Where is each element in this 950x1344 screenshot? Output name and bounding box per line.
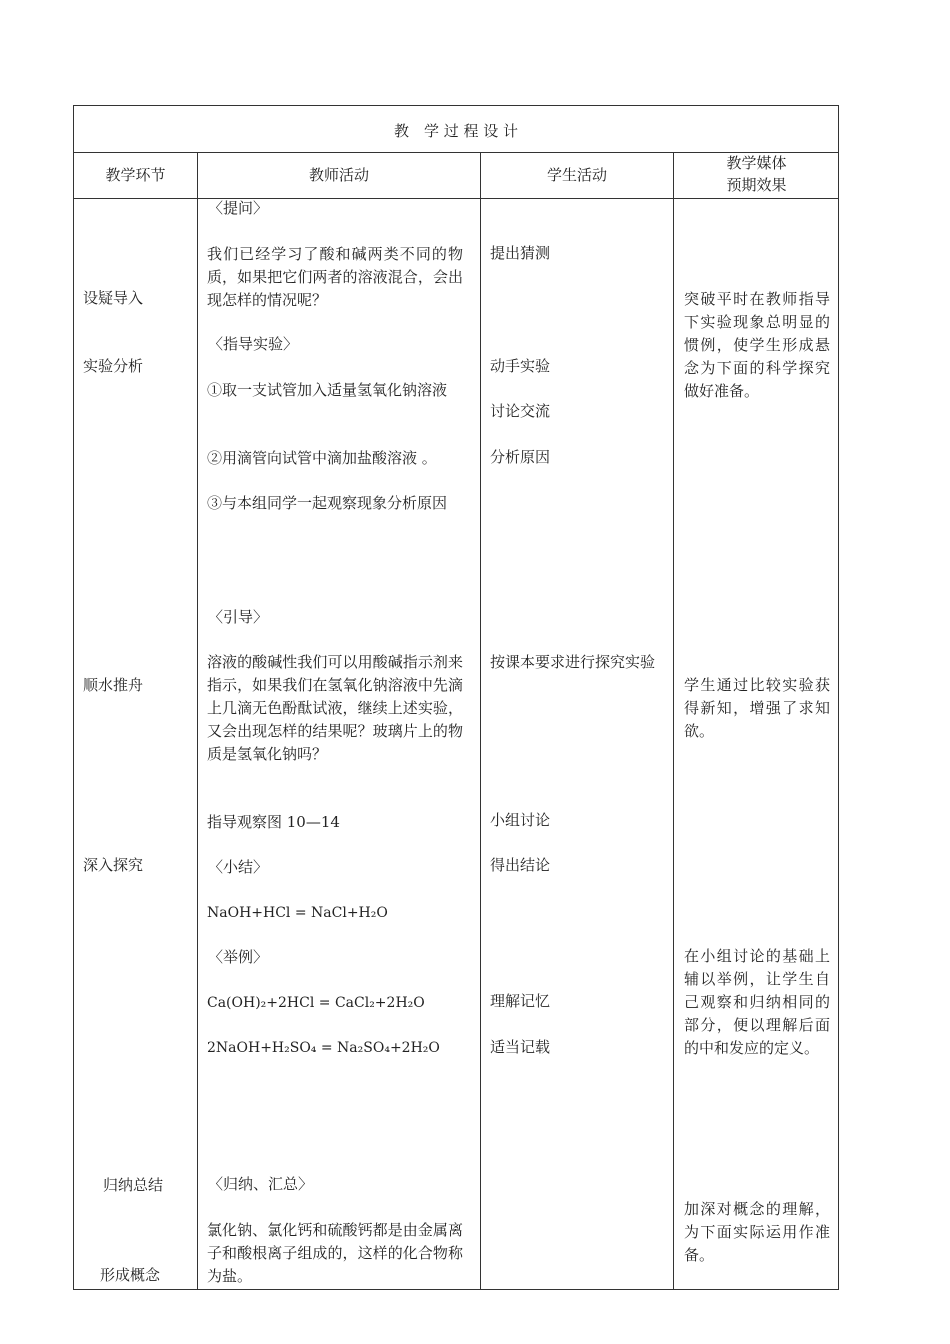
equation-naoh-h2so4: 2NaOH+H₂SO₄ = Na₂SO₄+2H₂O xyxy=(207,1040,440,1056)
effect-suspense: 突破平时在教师指导下实验现象总明显的惯例，使学生形成悬念为下面的科学探究做好准备。 xyxy=(684,290,830,400)
header-stage: 教学环节 xyxy=(105,166,166,184)
column-divider-3 xyxy=(673,153,674,1289)
header-media-line2: 预期效果 xyxy=(726,176,787,194)
student-conclusion: 得出结论 xyxy=(490,856,551,874)
column-divider-2 xyxy=(480,153,481,1289)
teacher-induction-tag: 〈归纳、汇总〉 xyxy=(208,1175,314,1193)
header-teacher: 教师活动 xyxy=(308,166,369,184)
student-group-discussion: 小组讨论 xyxy=(490,811,551,829)
header-media-line1: 教学媒体 xyxy=(726,154,787,172)
teacher-step-2: ②用滴管向试管中滴加盐酸溶液 。 xyxy=(207,449,437,467)
student-inquiry-experiment: 按课本要求进行探究实验 xyxy=(490,653,656,671)
teacher-summary-tag: 〈小结〉 xyxy=(208,858,269,876)
lesson-design-table xyxy=(73,105,839,1290)
stage-deep-inquiry: 深入探究 xyxy=(83,856,144,874)
stage-question-intro: 设疑导入 xyxy=(83,289,144,307)
teacher-step-3: ③与本组同学一起观察现象分析原因 xyxy=(207,494,448,512)
effect-deepen-understanding: 加深对概念的理解，为下面实际运用作准备。 xyxy=(684,1200,830,1264)
effect-curiosity: 学生通过比较实验获得新知，增强了求知欲。 xyxy=(684,676,830,740)
teacher-guide-experiment-tag: 〈指导实验〉 xyxy=(208,335,299,353)
student-discuss: 讨论交流 xyxy=(490,402,551,420)
teacher-lead-text: 溶液的酸碱性我们可以用酸碱指示剂来指示，如果我们在氢氧化钠溶液中先滴上几滴无色酚酞试液，继续上述实验，又会出现怎样的结果呢？玻璃片上的物质是氢氧化钠吗？ xyxy=(207,653,463,763)
equation-naoh-hcl: NaOH+HCl = NaCl+H₂O xyxy=(207,905,388,921)
stage-summary: 归纳总结 xyxy=(103,1176,164,1194)
teacher-salt-definition: 氯化钠、氯化钙和硫酸钙都是由金属离子和酸根离子组成的，这样的化合物称为盐。 xyxy=(207,1221,463,1285)
student-notes: 适当记载 xyxy=(490,1038,551,1056)
student-memorize: 理解记忆 xyxy=(490,992,551,1010)
teacher-question-text: 我们已经学习了酸和碱两类不同的物质，如果把它们两者的溶液混合，会出现怎样的情况呢？ xyxy=(207,245,463,309)
header-media xyxy=(674,152,839,196)
student-analyze: 分析原因 xyxy=(490,448,551,466)
header-student: 学生活动 xyxy=(546,166,607,184)
teacher-example-tag: 〈举例〉 xyxy=(208,948,269,966)
stage-concept: 形成概念 xyxy=(100,1266,161,1284)
teacher-lead-tag: 〈引导〉 xyxy=(208,608,269,626)
stage-experiment-analysis: 实验分析 xyxy=(83,357,144,375)
teacher-observe-figure: 指导观察图 10—14 xyxy=(207,813,340,831)
stage-follow-through: 顺水推舟 xyxy=(83,676,144,694)
student-guess: 提出猜测 xyxy=(490,244,551,262)
equation-caoh2-hcl: Ca(OH)₂+2HCl = CaCl₂+2H₂O xyxy=(207,995,425,1011)
effect-group-discussion: 在小组讨论的基础上辅以举例，让学生自己观察和归纳相同的部分，便以理解后面的中和发应的定义。 xyxy=(684,947,830,1057)
student-experiment: 动手实验 xyxy=(490,357,551,375)
header-divider xyxy=(74,198,838,199)
teacher-step-1: ①取一支试管加入适量氢氧化钠溶液 xyxy=(207,381,448,399)
teacher-question-tag: 〈提问〉 xyxy=(208,199,269,217)
table-title: 教 学 过 程 设 计 xyxy=(393,122,519,140)
column-divider-1 xyxy=(197,153,198,1289)
